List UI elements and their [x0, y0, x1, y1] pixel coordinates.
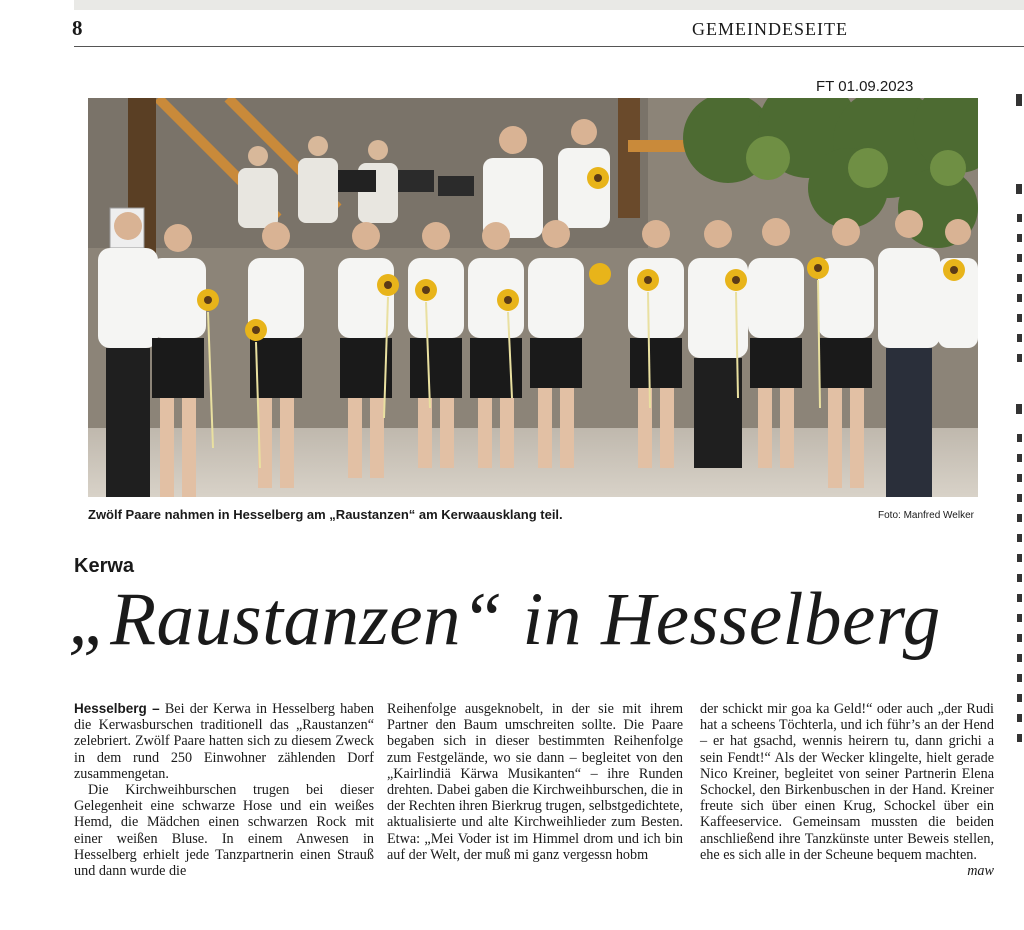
photo-credit: Foto: Manfred Welker [878, 510, 974, 521]
article-paragraph: Die Kirchweihburschen trugen bei dieser Gelegenheit eine schwarze Hose und ein weißes Hemd, die Mädchen einen schwarzen Rock mit einer weißen Bluse. In einem Anwesen in Hesselberg erhielt jede Tanzpartnerin einen Strauß und dann wurde die [74, 782, 374, 880]
article-paragraph [74, 701, 374, 782]
article-column-1 [74, 701, 374, 879]
adjacent-article-edge [1012, 84, 1024, 764]
photo-caption: Zwölf Paare nahmen in Hesselberg am „Raustanzen“ am Kerwaausklang teil. [88, 507, 563, 522]
article-paragraph: Reihenfolge ausgeknobelt, in der sie mit ihrem Partner den Baum umschreiten sollte. Die Paare begaben sich in dieser bestimmten Reihenfolge zum Festgelände, wo sie dann – begleitet von den „Kairlindiä Kärwa Musikanten“ – ihre Runden drehten. Dabei gaben die Kirchweihburschen, die in der Rechten ihren Bierkrug trugen, selbstgedichtete, aktualisierte und alte Kirchweihlieder zum Besten. Etwa: „Mei Voder ist im Himmel drom und ich bin auf der Welt, der muß mi ganz vergessn hobm [387, 701, 683, 863]
article-photo [88, 98, 978, 497]
article-column-2 [387, 701, 683, 863]
page-number: 8 [72, 16, 83, 40]
section-title: GEMEINDESEITE [692, 19, 848, 39]
article-headline: „Raustanzen“ in Hesselberg [68, 578, 941, 661]
paragraph-text: Bei der Kerwa in Hesselberg haben die Kerwasburschen traditionell das „Raustanzen“ zelebriert. Zwölf Paare hatten sich zu diesem Zweck in dem rund 250 Einwohner zählenden Dorf zusammengetan. [74, 701, 374, 782]
author-initials: maw [967, 863, 994, 880]
top-border-bar [74, 0, 1024, 10]
dateline: Hesselberg – [74, 701, 160, 716]
article-kicker: Kerwa [74, 555, 135, 577]
article-column-3 [700, 701, 994, 879]
article-paragraph [700, 701, 994, 880]
paragraph-text: der schickt mir goa ka Geld!“ oder auch „der Rudi hat a scheens Töchterla, und ich führ’s an der Hend – er hat gsachd, wennis heirern tu, dann grichi a sein Fendt!“ Als der Wecker klingelte, hielt gerade Nico Kreiner, begleitet von seiner Partnerin Elena Schockel, den Birkenbuschen in der Hand. Kreiner freute sich über einen Krug, Schockel über ein Kaffeeservice. Gemeinsam mussten die beiden anschließend ihre Tanzkünste unter Beweis stellen, ehe es sich alle in der Scheune bequem machten. [700, 701, 994, 863]
date-stamp: FT 01.09.2023 [816, 78, 914, 95]
header-rule [74, 46, 1024, 47]
